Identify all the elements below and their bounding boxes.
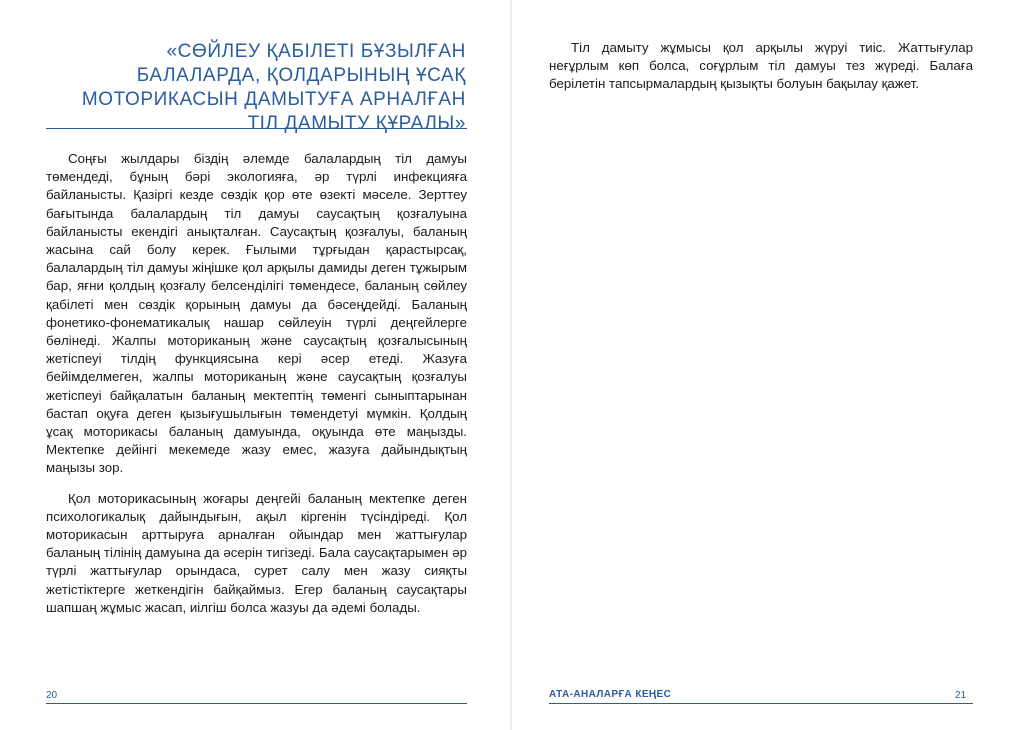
title-line: БАЛАЛАРДА, ҚОЛДАРЫНЫҢ ҰСАҚ [136, 65, 466, 86]
title-line: МОТОРИКАСЫН ДАМЫТУҒА АРНАЛҒАН [81, 89, 466, 110]
page-number-left: 20 [46, 690, 58, 701]
footer-divider-left [46, 703, 467, 704]
right-page [512, 0, 1024, 730]
running-head: АТА-АНАЛАРҒА КЕҢЕС [549, 689, 672, 700]
title-divider [46, 128, 467, 129]
paragraph: Тіл дамыту жұмысы қол арқылы жүруі тиіс. Жаттығулар неғұрлым көп болса, соғұрлым тіл дамуы тез жүреді. Балаға берілетін тапсырмалардың қызықты болуын бақылау қажет. [549, 40, 973, 92]
title-line: ТІЛ ДАМЫТУ ҚҰРАЛЫ» [247, 113, 466, 134]
right-body-text [549, 39, 973, 94]
paragraph: Соңғы жылдары біздің әлемде балалардың тіл дамуы төмендеді, бұның бәрі экологияға, әр түрлі инфекцияға байланысты. Қазіргі кезде сөздік қор өте өзекті мәселе. Зерттеу бағытында балалардың тіл дамуы саусақтың қозғалуына байланысты екендігі анықталған. Саусақтың қозғалуы, баланың жасына сай болу керек. Ғылыми тұрғыдан қарастырсақ, балалардың тіл дамуы жіңішке қол арқылы дамиды деген тұжырым бар, яғни қолдың қозғалу белсенділігі төмендесе, баланың сөйлеу қабілеті мен сөздік қорының дамуы да бәсеңдейді. Баланың фонетико-фонематикалық нашар сөйлеуін түрлі деңгейлерге бөлінеді. Жалпы моториканың және саусақтың қозғалысының жетіспеуі тілдің функциясына кері әсер етеді. Жазуға бейімделмеген, жалпы моториканың және саусақтың қозғалуы жетіспеуі байқалатын баланың мектептің төменгі сыныптарынан бастап оқуға деген қызығушылығын төмендетуі мүмкін. Қолдың ұсақ моторикасы баланың дамуында, оқуында өте маңызды. Мектепке дейінгі мекемеде жазу емес, жазуға дайындықтың маңызы зор. [46, 151, 467, 476]
paragraph: Қол моторикасының жоғары деңгейі баланың мектепке деген психологикалық дайындығын, ақыл кіргенін түсіндіреді. Қол моторикасын арттыруға арналған ойындар мен жаттығулар баланың тілінің дамуына да әсерін тигізеді. Бала саусақтарымен әр түрлі жаттығулар орындаса, сурет салу мен жазу сияқты жетістіктерге жеткендігін байқаймыз. Егер баланың саусақтары шапшаң жұмыс жасап, иілгіш болса жазуы да әдемі болады. [46, 490, 467, 615]
page-number-right: 21 [955, 690, 967, 701]
left-body-text [46, 150, 467, 629]
title-line: «СӨЙЛЕУ ҚАБІЛЕТІ БҰЗЫЛҒАН [166, 41, 466, 62]
page-title [46, 40, 466, 136]
footer-divider-right [549, 703, 973, 704]
